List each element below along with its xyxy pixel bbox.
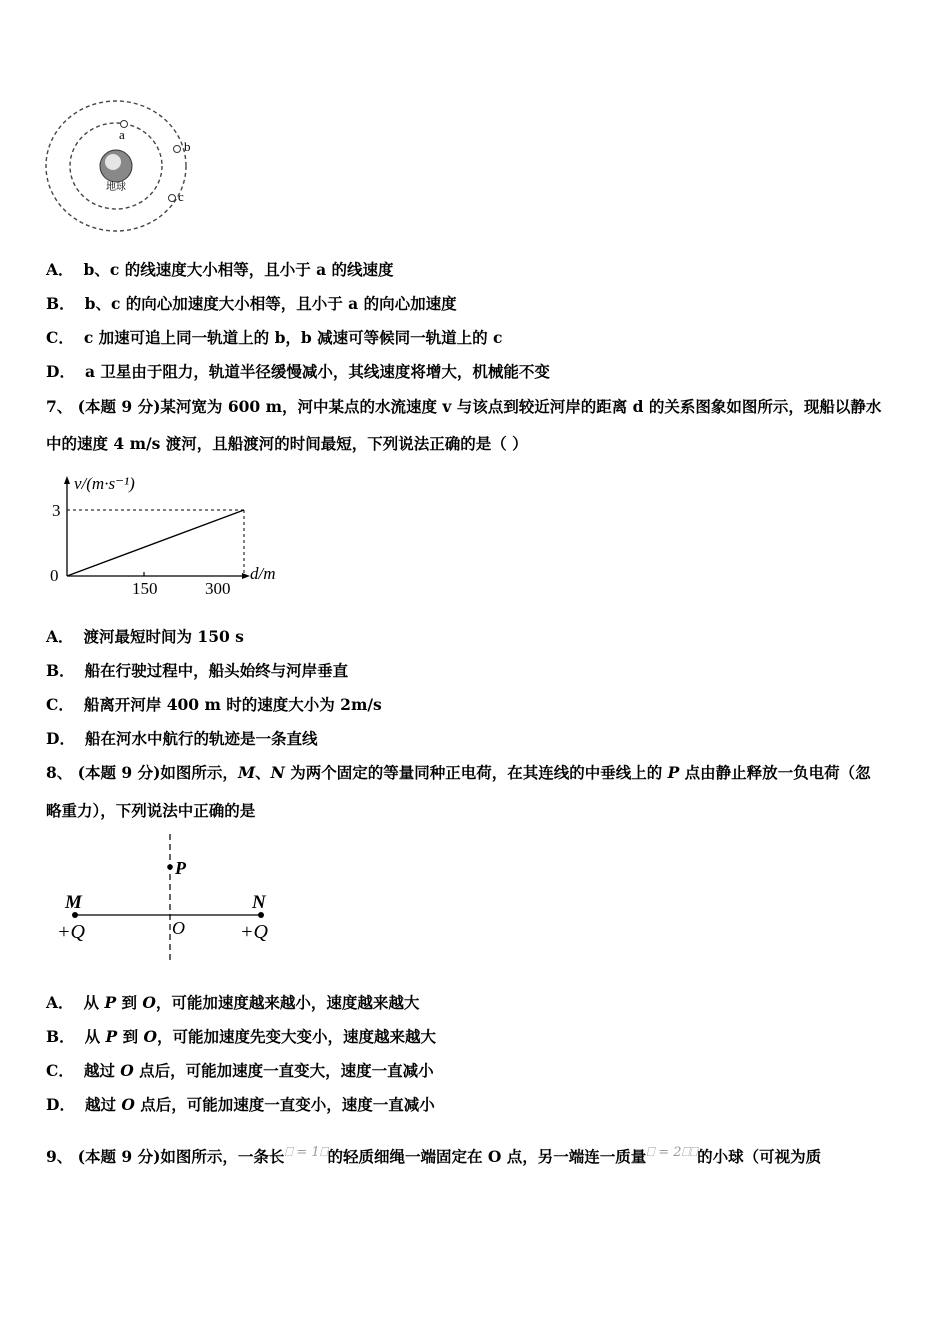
label-charge-n: +Q — [240, 921, 268, 943]
velocity-distance-chart — [44, 468, 294, 602]
label-m: M — [65, 892, 82, 913]
label-p: P — [175, 858, 186, 878]
label-b: b — [184, 139, 191, 154]
series-line — [67, 510, 244, 576]
label-o: O — [172, 918, 185, 938]
x-axis-arrow — [242, 573, 250, 579]
orbit-figure — [44, 98, 204, 238]
q6-option-c: C． c 加速可追上同一轨道上的 b，b 减速可等候同一轨道上的 c — [46, 328, 503, 347]
q7-line-1: 7、 (本题 9 分)某河宽为 600 m，河中某点的水流速度 v 与该点到较近河岸的距离 d 的关系图象如图所示，现船以静水 — [46, 397, 882, 416]
q9-line-1: 9、 (本题 9 分)如图所示，一条长⎕ = 1⎕的轻质细绳一端固定在 O 点，另一端连一质量⎕ = 2⎕⎕的小球（可视为质 — [46, 1145, 822, 1167]
q8-option-c: C． 越过 O 点后，可能加速度一直变大，速度一直减小 — [46, 1061, 434, 1080]
q7-option-d: D． 船在河水中航行的轨迹是一条直线 — [46, 729, 318, 748]
x-axis-label: d/m — [250, 564, 276, 583]
q6-option-b: B． b、c 的向心加速度大小相等，且小于 a 的向心加速度 — [46, 294, 457, 313]
x-tick-300: 300 — [205, 579, 231, 598]
q8-option-b: B． 从 P 到 O，可能加速度先变大变小，速度越来越大 — [46, 1027, 436, 1046]
charges-figure — [52, 832, 292, 962]
q8-option-d: D． 越过 O 点后，可能加速度一直变小，速度一直减小 — [46, 1095, 435, 1114]
formula-mass: ⎕ = 2⎕⎕ — [646, 1145, 698, 1160]
formula-length: ⎕ = 1⎕ — [284, 1145, 328, 1160]
label-a: a — [119, 127, 125, 142]
y-axis-label: v/(m·s⁻¹) — [74, 474, 135, 493]
label-n: N — [252, 892, 266, 913]
earth-highlight — [105, 154, 121, 170]
q8-option-a: A． 从 P 到 O，可能加速度越来越小，速度越来越大 — [46, 993, 420, 1012]
q7-line-2: 中的速度 4 m/s 渡河，且船渡河的时间最短，下列说法正确的是（ ） — [46, 434, 528, 453]
q7-option-c: C． 船离开河岸 400 m 时的速度大小为 2m/s — [46, 695, 382, 714]
label-charge-m: +Q — [57, 921, 85, 943]
x-tick-150: 150 — [132, 579, 158, 598]
q7-option-a: A． 渡河最短时间为 150 s — [46, 627, 244, 646]
q6-option-d: D． a 卫星由于阻力，轨道半径缓慢减小，其线速度将增大，机械能不变 — [46, 362, 550, 381]
y-axis-arrow — [64, 476, 70, 484]
origin-label: 0 — [50, 566, 59, 585]
satellite-b — [174, 146, 181, 153]
y-tick-3: 3 — [52, 501, 61, 520]
q7-option-b: B． 船在行驶过程中，船头始终与河岸垂直 — [46, 661, 349, 680]
q6-option-a: A． b、c 的线速度大小相等，且小于 a 的线速度 — [46, 260, 394, 279]
satellite-c — [169, 195, 176, 202]
earth-label: 地球 — [106, 182, 126, 193]
q8-line-2: 略重力），下列说法中正确的是 — [46, 801, 256, 820]
q8-line-1: 8、 (本题 9 分)如图所示，M、N 为两个固定的等量同种正电荷，在其连线的中垂线上的 P 点由静止释放一负电荷（忽 — [46, 763, 871, 782]
point-p — [167, 864, 173, 870]
label-c: c — [178, 189, 184, 204]
